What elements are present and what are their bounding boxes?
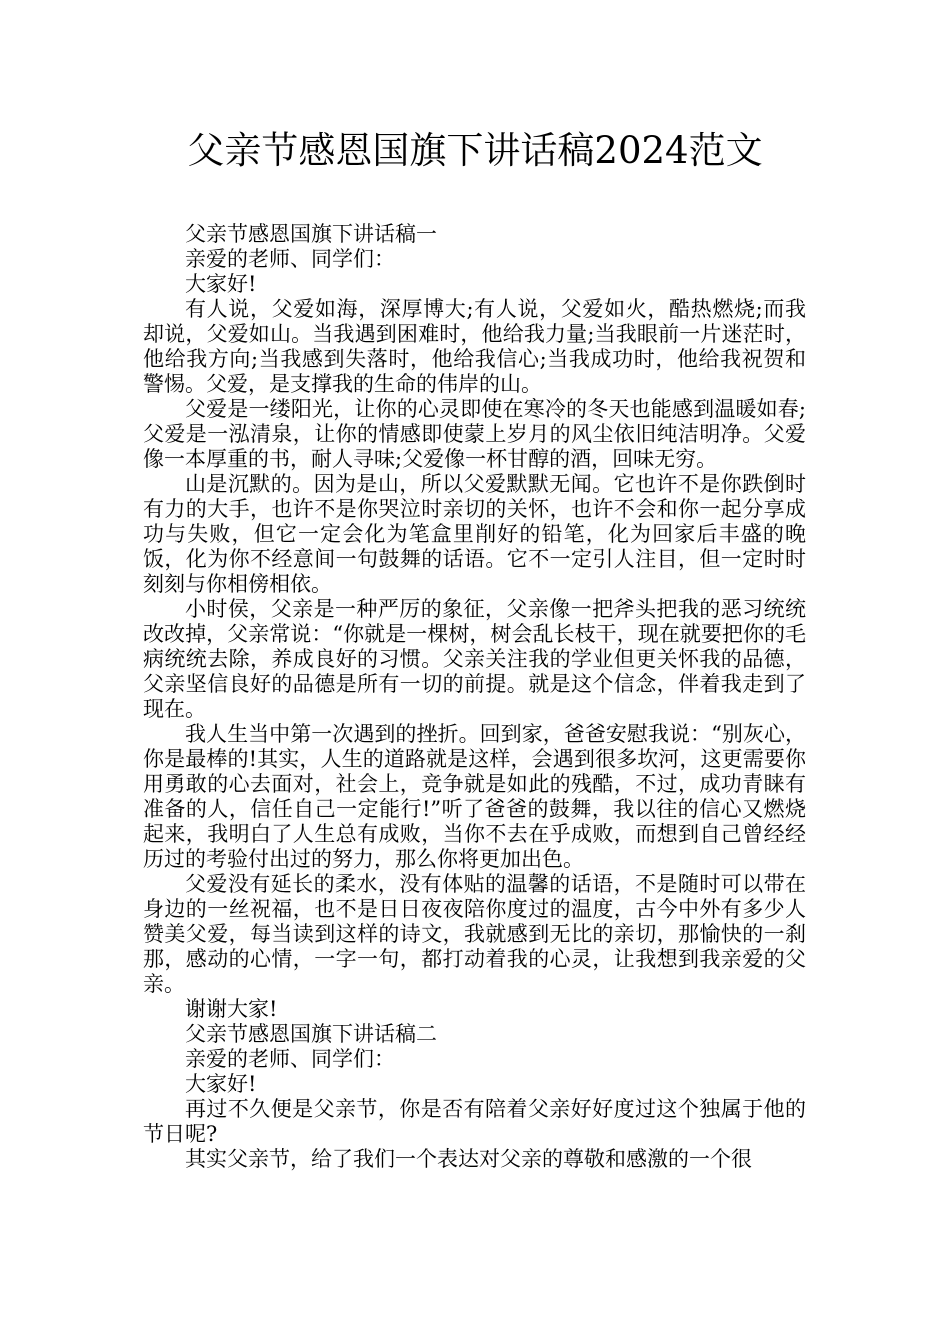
greeting: 大家好!: [185, 1072, 257, 1096]
paragraph: 我人生当中第一次遇到的挫折。回到家，爸爸安慰我说：“别灰心，你是最棒的!其实，人生的道路就是这样，会遇到很多坎河，这更需要你用勇敢的心去面对，社会上，竞争就是如此的残酷，不过，成功青睐有准备的人，信任自己一定能行!”听了爸爸的鼓舞，我以往的信心又燃烧起来，我明白了人生总有成败，当你不去在乎成败，而想到自己曾经经历过的考验付出过的努力，那么你将更加出色。: [143, 722, 806, 871]
paragraph: 小时侯，父亲是一种严厉的象征，父亲像一把斧头把我的恶习统统改改掉，父亲常说：“你就是一棵树，树会乱长枝干，现在就要把你的毛病统统去除，养成良好的习惯。父亲关注我的学业但更关怀我的品德，父亲坚信良好的品德是所有一切的前提。就是这个信念，伴着我走到了现在。: [143, 597, 806, 721]
paragraph: 再过不久便是父亲节，你是否有陪着父亲好好度过这个独属于他的节日呢?: [143, 1097, 806, 1146]
section-heading-1: 父亲节感恩国旗下讲话稿一: [185, 222, 437, 246]
salutation: 亲爱的老师、同学们：: [185, 1047, 395, 1071]
paragraph: 父爱没有延长的柔水，没有体贴的温馨的话语，不是随时可以带在身边的一丝祝福，也不是日日夜夜陪你度过的温度，古今中外有多少人赞美父爱，每当读到这样的诗文，我就感到无比的亲切，那愉快的一刹那，感动的心情，一字一句，都打动着我的心灵，让我想到我亲爱的父亲。: [143, 872, 806, 996]
section-heading-2: 父亲节感恩国旗下讲话稿二: [185, 1022, 437, 1046]
paragraph: 其实父亲节，给了我们一个表达对父亲的尊敬和感激的一个很: [185, 1147, 752, 1171]
closing: 谢谢大家!: [185, 997, 278, 1021]
paragraph: 山是沉默的。因为是山，所以父爱默默无闻。它也许不是你跌倒时有力的大手，也许不是你哭泣时亲切的关怀，也许不会和你一起分享成功与失败，但它一定会化为笔盒里削好的铅笔，化为回家后丰盛的晚饭，化为你不经意间一句鼓舞的话语。它不一定引人注目，但一定时时刻刻与你相傍相依。: [143, 472, 806, 596]
paragraph: 有人说，父爱如海，深厚博大;有人说，父爱如火，酷热燃烧;而我却说，父爱如山。当我遇到困难时，他给我力量;当我眼前一片迷茫时，他给我方向;当我感到失落时，他给我信心;当我成功时，他给我祝贺和警惕。父爱，是支撑我的生命的伟岸的山。: [143, 297, 806, 396]
salutation: 亲爱的老师、同学们：: [185, 247, 395, 271]
paragraph: 父爱是一缕阳光，让你的心灵即使在寒冷的冬天也能感到温暖如春;父爱是一泓清泉，让你的情感即使蒙上岁月的风尘依旧纯洁明净。父爱像一本厚重的书，耐人寻味;父爱像一杯甘醇的酒，回味无穷。: [143, 397, 806, 471]
document-body: [143, 222, 806, 1172]
document-title: 父亲节感恩国旗下讲话稿2024范文: [187, 129, 763, 172]
greeting: 大家好!: [185, 272, 257, 296]
